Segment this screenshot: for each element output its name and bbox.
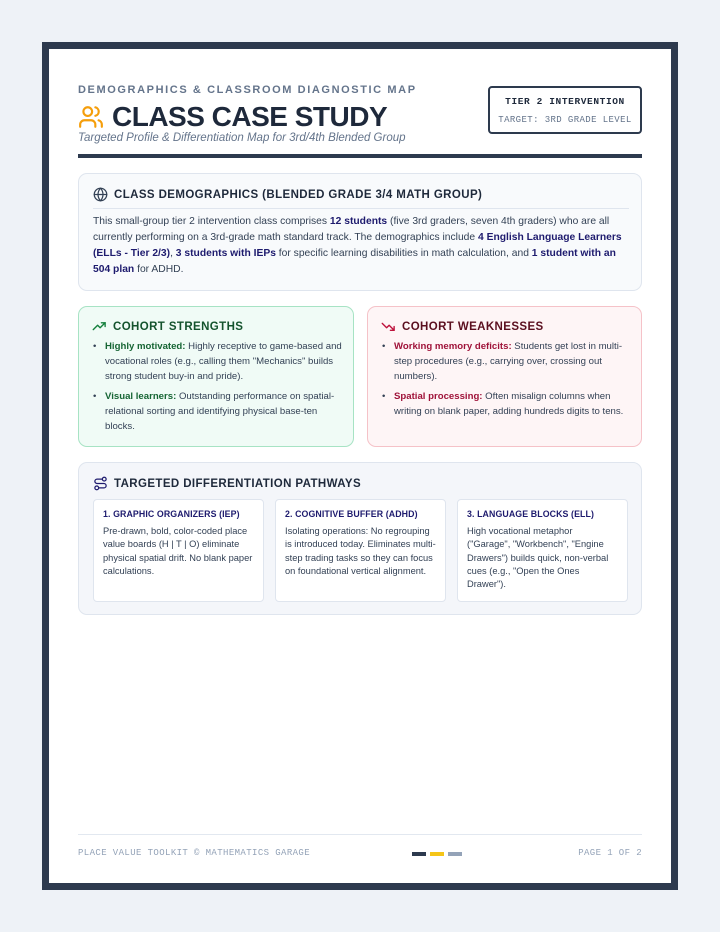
demo-text-part: for specific learning disabilities in math calculation, and (275, 248, 532, 259)
demographics-card (78, 173, 642, 291)
tier-badge-title: TIER 2 INTERVENTION (505, 96, 625, 107)
pathway-card-adhd (275, 499, 446, 602)
users-icon (78, 104, 104, 130)
504-count: 1 student with an 504 plan (93, 248, 616, 275)
list-item (381, 339, 631, 384)
footer-mark (448, 852, 462, 856)
demographics-title: CLASS DEMOGRAPHICS (BLENDED GRADE 3/4 MATH GROUP) (114, 188, 483, 201)
trending-up-icon (92, 319, 107, 334)
pathway-title: 1. GRAPHIC ORGANIZERS (IEP) (103, 509, 240, 519)
footer-mark (412, 852, 426, 856)
document-page (42, 42, 678, 890)
demo-text-part: , (170, 248, 176, 259)
pathway-text: High vocational metaphor ("Garage", "Workbench", "Engine Drawers") builds quick, non-verbal cues (e.g., "Open the Ones Drawer"). (467, 526, 609, 590)
footer-mark (430, 852, 444, 856)
globe-icon (93, 187, 108, 202)
route-icon (93, 476, 108, 491)
weakness-lead: Working memory deficits: (394, 341, 512, 352)
strength-text: Outstanding performance on spatial-relational sorting and identifying physical base-ten blocks. (105, 391, 335, 432)
pathway-text: Isolating operations: No regrouping is introduced today. Eliminates multi-step trading tasks so they can focus on foundational vertical alignment. (285, 526, 436, 576)
footer-credit: PLACE VALUE TOOLKIT © MATHEMATICS GARAGE (78, 848, 311, 858)
iep-count: 3 students with IEPs (175, 248, 276, 259)
weaknesses-card (367, 306, 642, 447)
title-row (78, 101, 387, 133)
page-number: PAGE 1 OF 2 (578, 848, 642, 858)
demo-text-part: (five 3rd graders, seven 4th graders) who are all currently performing on a 3rd-grade math standard track. The demographics include (93, 216, 610, 243)
strengths-header (92, 319, 243, 334)
weaknesses-title: COHORT WEAKNESSES (402, 320, 544, 333)
pathway-card-ell (457, 499, 628, 602)
pathway-text: Pre-drawn, bold, color-coded place value boards (H | T | O) eliminate physical spatial drift. No blank paper calculations. (103, 526, 253, 576)
student-count: 12 students (329, 216, 388, 227)
pathways-header (93, 476, 361, 491)
demographics-header (93, 187, 629, 209)
list-item (381, 389, 631, 419)
pathway-title: 3. LANGUAGE BLOCKS (ELL) (467, 509, 595, 519)
pathway-title: 2. COGNITIVE BUFFER (ADHD) (285, 509, 418, 519)
pathways-card (78, 462, 642, 615)
strength-text: Highly receptive to game-based and vocational roles (e.g., calling them "Mechanics" builds strong student buy-in and pride). (105, 341, 342, 382)
weakness-text: Often misalign columns when writing on blank paper, adding hundreds digits to tens. (394, 391, 624, 417)
strengths-title: COHORT STRENGTHS (113, 320, 244, 333)
demo-text-part: This small-group tier 2 intervention class comprises (93, 216, 330, 227)
pathways-title: TARGETED DIFFERENTIATION PATHWAYS (114, 477, 362, 490)
tier-badge-subtitle: TARGET: 3RD GRADE LEVEL (498, 115, 632, 125)
eyebrow-label: DEMOGRAPHICS & CLASSROOM DIAGNOSTIC MAP (78, 84, 417, 96)
strength-lead: Highly motivated: (105, 341, 186, 352)
list-item (92, 339, 342, 384)
strengths-list (92, 339, 342, 439)
weaknesses-list (381, 339, 631, 424)
demo-text-part: for ADHD. (134, 264, 184, 275)
demographics-text (93, 214, 629, 278)
strength-lead: Visual learners: (105, 391, 177, 402)
weakness-text: Students get lost in multi-step procedures (e.g., carrying over, crossing out numbers). (394, 341, 623, 382)
page-subtitle: Targeted Profile & Differentiation Map for 3rd/4th Blended Group (78, 132, 406, 144)
strengths-card (78, 306, 354, 447)
tier-badge (488, 86, 642, 134)
footer-divider (78, 834, 642, 835)
pathway-card-iep (93, 499, 264, 602)
list-item (92, 389, 342, 434)
weaknesses-header (381, 319, 544, 334)
ell-count: 4 English Language Learners (ELLs - Tier 2/3) (93, 232, 622, 259)
weakness-lead: Spatial processing: (394, 391, 483, 402)
page-title: CLASS CASE STUDY (112, 101, 388, 132)
footer-color-marks (412, 852, 462, 856)
header-divider (78, 154, 642, 158)
trending-down-icon (381, 319, 396, 334)
